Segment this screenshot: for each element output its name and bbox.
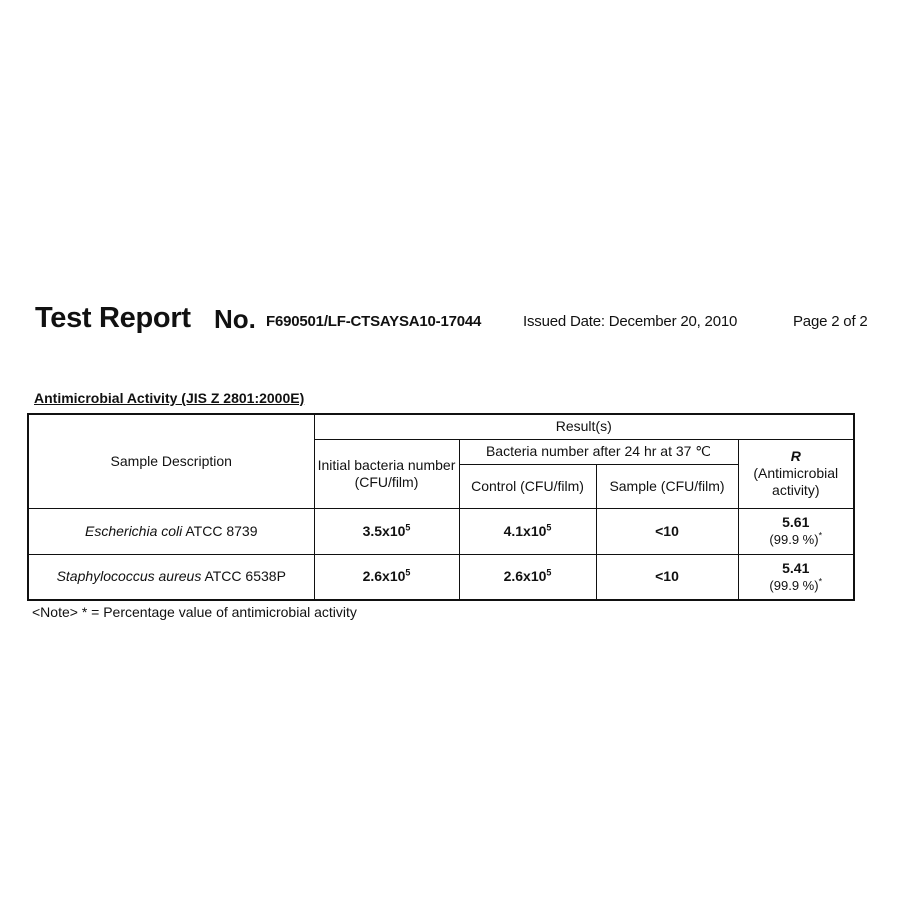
r-percentage: (99.9 %) [769, 532, 819, 547]
initial-count: 3.5x10 [362, 522, 406, 539]
organism-cell [28, 508, 314, 554]
r-percentage: (99.9 %) [769, 577, 819, 593]
organism-name: Escherichia coli [85, 522, 183, 539]
footnote: <Note> * = Percentage value of antimicrobial activity [32, 604, 357, 620]
r-value: 5.61 [782, 514, 810, 530]
sample-count: <10 [596, 554, 738, 600]
issued-date: Issued Date: December 20, 2010 [523, 313, 738, 330]
control-count-cell [459, 508, 596, 554]
section-title: Antimicrobial Activity (JIS Z 2801:2000E) [34, 390, 305, 406]
table-row [28, 554, 854, 600]
control-header: Control (CFU/film) [459, 464, 596, 508]
after-24hr-header: Bacteria number after 24 hr at 37 ℃ [459, 439, 738, 464]
r-footnote-mark: * [818, 530, 823, 541]
r-value-cell [738, 554, 854, 600]
report-number-label: No. [214, 304, 256, 334]
r-percentage-cell [741, 577, 852, 594]
strain: ATCC 6538P [201, 568, 286, 585]
r-symbol: R [790, 448, 801, 464]
initial-bacteria-header: Initial bacteria number (CFU/film) [314, 439, 459, 508]
table-row [28, 508, 854, 554]
r-value: 5.41 [782, 559, 810, 576]
control-count-cell [459, 554, 596, 600]
strain: ATCC 8739 [182, 522, 258, 539]
page-indicator: Page 2 of 2 [793, 313, 868, 330]
r-footnote-mark: * [818, 576, 823, 587]
report-title: Test Report [35, 302, 191, 334]
organism-cell [28, 554, 314, 600]
r-percentage-cell [741, 531, 852, 548]
sample-header: Sample (CFU/film) [596, 464, 738, 508]
control-count: 4.1x10 [503, 522, 547, 539]
control-exponent: 5 [546, 521, 552, 532]
r-value-cell [738, 508, 854, 554]
organism-name: Staphylococcus aureus [56, 568, 202, 585]
initial-exponent: 5 [405, 521, 411, 532]
report-header [35, 300, 885, 340]
initial-count-cell [314, 508, 459, 554]
results-table [27, 413, 855, 601]
initial-exponent: 5 [405, 567, 411, 578]
sample-description-header: Sample Description [28, 414, 314, 508]
control-exponent: 5 [546, 567, 552, 578]
report-number: F690501/LF-CTSAYSA10-17044 [266, 313, 482, 330]
sample-count: <10 [596, 508, 738, 554]
results-header: Result(s) [314, 414, 854, 439]
initial-count: 2.6x10 [362, 568, 406, 585]
control-count: 2.6x10 [503, 568, 547, 585]
r-header [738, 439, 854, 508]
r-description: (Antimicrobial activity) [753, 465, 839, 498]
initial-count-cell [314, 554, 459, 600]
